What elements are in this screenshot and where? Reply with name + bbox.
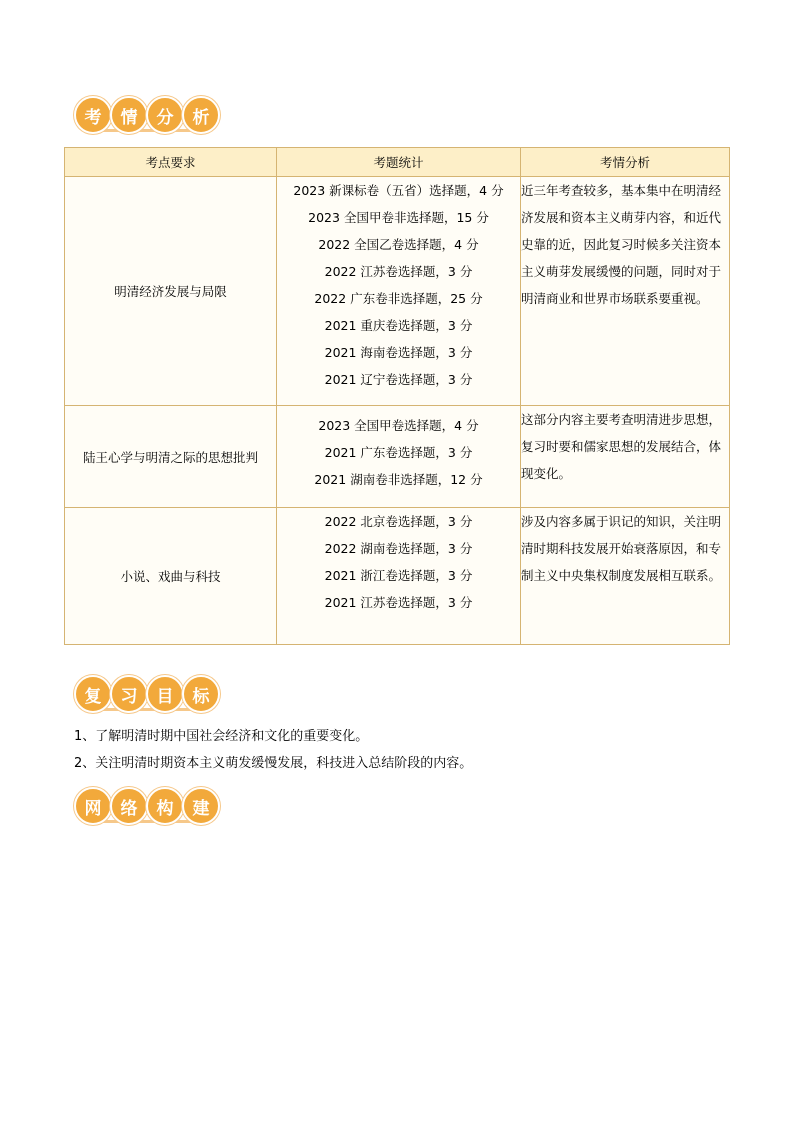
stat-line: 2022 广东卷非选择题，25 分 [314, 291, 483, 306]
stat-line: 2021 重庆卷选择题，3 分 [324, 318, 473, 333]
point-cell [65, 177, 277, 406]
heading-char: 网 [74, 787, 112, 825]
stat-line: 2022 全国乙卷选择题，4 分 [318, 237, 479, 252]
column-header-point: 考点要求 [65, 148, 277, 177]
point-cell [65, 508, 277, 645]
point-text: 小说、戏曲与科技 [120, 569, 221, 584]
point-cell [65, 406, 277, 508]
heading-char: 析 [182, 96, 220, 134]
heading-char: 情 [110, 96, 148, 134]
stat-line: 2021 辽宁卷选择题，3 分 [324, 372, 473, 387]
heading-char: 考 [74, 96, 112, 134]
heading-char: 络 [110, 787, 148, 825]
table-row [65, 177, 730, 406]
heading-char: 复 [74, 675, 112, 713]
heading-char: 目 [146, 675, 184, 713]
analysis-cell: 这部分内容主要考查明清进步思想，复习时要和儒家思想的发展结合，体现变化。 [521, 406, 730, 508]
stat-line: 2021 江苏卷选择题，3 分 [324, 595, 473, 610]
analysis-cell: 涉及内容多属于识记的知识，关注明清时期科技发展开始衰落原因，和专制主义中央集权制度发展相互联系。 [521, 508, 730, 645]
stat-line: 2022 江苏卷选择题，3 分 [324, 264, 473, 279]
exam-analysis-table [64, 147, 730, 645]
column-header-stats: 考题统计 [277, 148, 521, 177]
stat-line: 2022 湖南卷选择题，3 分 [324, 541, 473, 556]
stat-line: 2023 全国甲卷非选择题，15 分 [308, 210, 489, 225]
stats-cell [277, 406, 521, 508]
stat-line: 2023 全国甲卷选择题，4 分 [318, 418, 479, 433]
heading-char: 习 [110, 675, 148, 713]
stat-line: 2021 广东卷选择题，3 分 [324, 445, 473, 460]
point-text: 明清经济发展与局限 [114, 284, 227, 299]
analysis-cell: 近三年考查较多，基本集中在明清经济发展和资本主义萌芽内容，和近代史靠的近，因此复习时候多关注资本主义萌芽发展缓慢的问题，同时对于明清商业和世界市场联系要重视。 [521, 177, 730, 406]
heading-char: 分 [146, 96, 184, 134]
stat-line: 2021 湖南卷非选择题，12 分 [314, 472, 483, 487]
goal-item: 2、关注明清时期资本主义萌发缓慢发展，科技进入总结阶段的内容。 [74, 756, 473, 771]
stat-line: 2023 新课标卷（五省）选择题，4 分 [293, 183, 504, 198]
heading-char: 建 [182, 787, 220, 825]
point-text: 陆王心学与明清之际的思想批判 [82, 449, 258, 465]
table-row [65, 406, 730, 508]
stat-line: 2021 浙江卷选择题，3 分 [324, 568, 473, 583]
table-header-row [65, 148, 730, 177]
stats-cell [277, 177, 521, 406]
table-row [65, 508, 730, 645]
stat-line: 2022 北京卷选择题，3 分 [324, 514, 473, 529]
goals-list [74, 723, 472, 777]
stat-line: 2021 海南卷选择题，3 分 [324, 345, 473, 360]
column-header-analysis: 考情分析 [521, 148, 730, 177]
goal-item: 1、了解明清时期中国社会经济和文化的重要变化。 [74, 729, 369, 744]
heading-char: 构 [146, 787, 184, 825]
stats-cell [277, 508, 521, 645]
heading-char: 标 [182, 675, 220, 713]
